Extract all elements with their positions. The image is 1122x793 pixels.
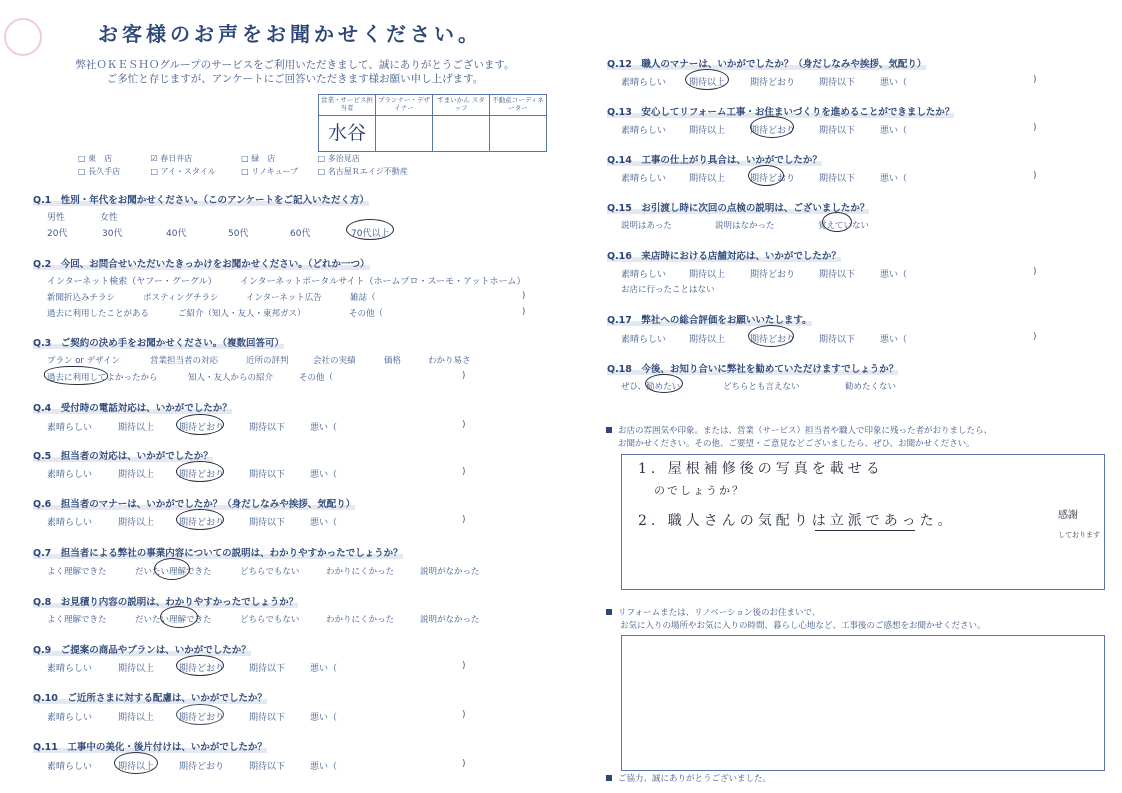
option[interactable]: 素晴らしい [621, 335, 667, 345]
answer-circle [176, 414, 224, 435]
option[interactable]: 期待以下 [819, 78, 856, 88]
question-title: Q.6 担当者のマナーは、いかがでしたか？（身だしなみや挨拶、気配り） [33, 499, 356, 510]
question-title: Q.2 今回、お問合せいただいたきっかけをお聞かせください。（どれか一つ） [33, 259, 370, 270]
option[interactable]: 近所の評判 [246, 356, 289, 366]
answer-circle [685, 69, 729, 90]
answer-circle [748, 325, 794, 347]
option[interactable]: 素晴らしい [621, 126, 667, 136]
question-title: Q.5 担当者の対応は、いかがでしたか？ [33, 451, 213, 462]
option[interactable]: わかりにくかった [326, 567, 395, 577]
store-option[interactable]: □ 名古屋Ｒエイジ不動産 [317, 167, 408, 176]
option[interactable]: 期待以下 [249, 762, 286, 772]
option: ) [462, 420, 466, 430]
option[interactable]: わかりにくかった [326, 615, 395, 625]
page-title: お客様のお声をお聞かせください。 [98, 22, 482, 46]
answer-circle [645, 374, 683, 393]
option[interactable]: 素晴らしい [47, 518, 93, 528]
option[interactable]: 説明がなかった [420, 615, 480, 625]
option[interactable]: 期待どおり [179, 518, 225, 528]
option[interactable]: 期待以下 [819, 270, 856, 280]
option[interactable]: インターネット検索（ヤフー・グーグル） [47, 277, 217, 287]
option[interactable]: プラン or デザイン [47, 356, 121, 366]
option: ) [1033, 123, 1037, 133]
option: ) [462, 371, 466, 381]
staff-header: 営業・サービス担当者 [319, 95, 376, 116]
prompt-line: お気に入りの場所やお気に入りの時間、暮らし心地など、工事後のご感想をお聞かせください。 [620, 621, 986, 631]
comment-box-2[interactable] [621, 635, 1105, 771]
question-title: Q.14 工事の仕上がり具合は、いかがでしたか？ [607, 155, 822, 166]
answer-circle [154, 558, 190, 580]
store-option[interactable]: ☑ 春日井店 [150, 154, 193, 163]
option[interactable]: 期待以上 [689, 126, 726, 136]
option[interactable]: 期待以下 [249, 470, 286, 480]
option[interactable]: 期待以上 [689, 78, 726, 88]
question-title: Q.3 ご契約の決め手をお聞かせください。（複数回答可） [33, 338, 285, 349]
option-row [0, 354, 560, 366]
option[interactable]: 素晴らしい [47, 713, 93, 723]
option[interactable]: 素晴らしい [621, 174, 667, 184]
question-title: Q.4 受付時の電話対応は、いかがでしたか？ [33, 403, 232, 414]
question-title: Q.12 職人のマナーは、いかがでしたか？（身だしなみや挨拶、気配り） [607, 59, 927, 70]
prompt-line: リフォームまたは、リノベーション後のお住まいで、 [606, 607, 986, 620]
option[interactable]: 悪い（ [880, 335, 908, 345]
option: ) [462, 515, 466, 525]
option[interactable]: 説明はあった [621, 221, 672, 231]
option[interactable]: ぜひ、勧めたい [621, 382, 681, 392]
option[interactable]: ご紹介（知人・友人・東邦ガス） [178, 309, 306, 319]
answer-circle [822, 212, 852, 232]
option[interactable]: 悪い（ [880, 126, 908, 136]
square-bullet-icon [606, 427, 612, 433]
handwritten-underline [815, 530, 915, 531]
prompt-line: お聞かせください。その他、ご要望・ご意見などございましたら、ぜひ、お聞かせください。 [618, 439, 975, 449]
option-row [0, 380, 1122, 392]
option[interactable]: 40代 [166, 229, 187, 239]
answer-circle [176, 704, 224, 725]
option[interactable]: 会社の実績 [313, 356, 356, 366]
option[interactable]: 70代以上 [351, 229, 390, 239]
intro-line: ご多忙と存じますが、アンケートにご回答いただきます様お願い申し上げます。 [106, 73, 484, 85]
option[interactable]: 悪い（ [310, 518, 338, 528]
option[interactable]: 期待以上 [118, 664, 155, 674]
option[interactable]: 悪い（ [310, 713, 338, 723]
option[interactable]: 過去に利用してよかったから [47, 373, 158, 383]
option[interactable]: 期待どおり [750, 270, 796, 280]
option[interactable]: どちらとも言えない [723, 382, 800, 392]
option[interactable]: 新聞折込みチラシ [47, 293, 116, 303]
option-row [0, 710, 560, 722]
answer-circle [750, 116, 794, 138]
square-bullet-icon [606, 609, 612, 615]
option[interactable]: 勧めたくない [845, 382, 897, 392]
option[interactable]: わかり易さ [428, 356, 471, 366]
answer-circle [114, 752, 158, 774]
option[interactable]: 素晴らしい [621, 270, 667, 280]
store-option[interactable]: □ アイ・スタイル [150, 167, 216, 176]
option[interactable]: その他（ [299, 373, 334, 383]
square-bullet-icon [606, 775, 612, 781]
option[interactable]: 期待どおり [179, 423, 225, 433]
option[interactable]: どちらでもない [240, 615, 300, 625]
option-row [0, 661, 560, 673]
option[interactable]: 期待どおり [179, 713, 225, 723]
store-option[interactable]: □ 長久手店 [78, 167, 121, 176]
option[interactable]: 期待どおり [179, 470, 225, 480]
answer-circle [176, 655, 224, 676]
option[interactable]: よく理解できた [47, 615, 107, 625]
option[interactable]: 期待以下 [249, 518, 286, 528]
question-title: Q.7 担当者による弊社の事業内容についての説明は、わかりやすかったでしょうか？ [33, 548, 403, 559]
option[interactable]: 営業担当者の対応 [150, 356, 219, 366]
option[interactable]: 悪い（ [310, 423, 338, 433]
option[interactable]: 期待以上 [689, 174, 726, 184]
option[interactable]: インターネットポータルサイト（ホームプロ・スーモ・アットホーム） [240, 277, 526, 287]
option[interactable]: 期待以下 [819, 174, 856, 184]
handwritten-comment: 2. 職人さんの気配りは立派であった。 [638, 513, 956, 529]
answer-circle [176, 509, 224, 530]
option-row [0, 307, 560, 319]
option: ) [462, 467, 466, 477]
option[interactable]: 50代 [228, 229, 249, 239]
option[interactable]: 期待以上 [689, 270, 726, 280]
option: ) [522, 307, 526, 317]
option[interactable]: 期待どおり [179, 664, 225, 674]
option-row [0, 267, 1122, 279]
option[interactable]: 女性 [100, 213, 119, 223]
option[interactable]: 説明がなかった [420, 567, 480, 577]
question-title: Q.1 性別・年代をお聞かせください。（このアンケートをご記入いただく方） [33, 195, 369, 206]
option[interactable]: 期待以上 [689, 335, 726, 345]
comment-prompt [606, 607, 986, 633]
prompt-line: お店の雰囲気や印象。または、営業（サービス）担当者や職人で印象に残った者がおりましたら、 [606, 425, 992, 438]
option[interactable]: 期待どおり [750, 126, 796, 136]
option[interactable]: 期待以上 [118, 762, 155, 772]
option[interactable]: 悪い（ [310, 664, 338, 674]
question-title: Q.10 ご近所さまに対する配慮は、いかがでしたか？ [33, 693, 267, 704]
option: ) [1033, 171, 1037, 181]
answer-circle [748, 165, 784, 186]
question-title: Q.18 今後、お知り合いに弊社を勧めていただけますでしょうか？ [607, 364, 899, 375]
option-row [0, 283, 1122, 295]
option[interactable]: 期待どおり [179, 762, 225, 772]
option[interactable]: 素晴らしい [47, 423, 93, 433]
store-option[interactable]: □ 東 店 [78, 154, 113, 163]
staff-header: すまいかん スタッフ [433, 95, 490, 116]
option[interactable]: 期待以上 [118, 423, 155, 433]
option[interactable]: 男性 [47, 213, 66, 223]
option[interactable]: 期待どおり [750, 335, 796, 345]
comment-prompt [606, 425, 992, 451]
option[interactable]: ポスティングチラシ [143, 293, 219, 303]
staff-header: プランナー・デザイナー [376, 95, 433, 116]
option[interactable]: インターネット広告 [246, 293, 322, 303]
option[interactable]: 知人・友人からの紹介 [188, 373, 274, 383]
question-title: Q.8 お見積り内容の説明は、わかりやすかったでしょうか？ [33, 597, 299, 608]
option-row [0, 75, 1122, 87]
option-row [0, 420, 560, 432]
option: ) [462, 710, 466, 720]
option: ) [462, 759, 466, 769]
option[interactable]: 期待以上 [118, 470, 155, 480]
option[interactable]: 期待以下 [249, 423, 286, 433]
option[interactable]: 期待以下 [819, 126, 856, 136]
option[interactable]: どちらでもない [240, 567, 300, 577]
option[interactable]: 期待以下 [249, 664, 286, 674]
question-title: Q.16 来店時における店舗対応は、いかがでしたか？ [607, 251, 841, 262]
option-row [0, 565, 560, 577]
option[interactable]: よく理解できた [47, 567, 107, 577]
option-row [0, 515, 560, 527]
option[interactable]: 期待以下 [819, 335, 856, 345]
handwritten-comment: 感謝 [1058, 510, 1078, 521]
option[interactable]: 期待どおり [750, 78, 796, 88]
answer-circle [176, 461, 224, 482]
option: ) [1033, 75, 1037, 85]
option[interactable]: だいたい理解できた [135, 615, 212, 625]
option-row [0, 123, 1122, 135]
question-title: Q.15 お引渡し時に次回の点検の説明は、ございましたか？ [607, 203, 870, 214]
closing-message: ご協力、誠にありがとうございました。 [606, 772, 771, 784]
staff-name-cell[interactable]: 水谷 [319, 116, 376, 152]
option: ) [462, 661, 466, 671]
option[interactable]: 説明はなかった [715, 221, 775, 231]
intro-line: 弊社ＯＫＥＳＨＯグループのサービスをご利用いただきまして、誠にありがとうございます。 [75, 59, 515, 71]
option[interactable]: お店に行ったことはない [621, 285, 715, 295]
red-stamp-mark [4, 18, 42, 56]
option[interactable]: 素晴らしい [47, 762, 93, 772]
option: ) [1033, 332, 1037, 342]
option[interactable]: 期待どおり [750, 174, 796, 184]
option[interactable]: 雑誌（ [350, 293, 376, 303]
option[interactable]: 期待以上 [118, 713, 155, 723]
handwritten-comment: のでしょうか？ [654, 484, 745, 497]
store-option[interactable]: □ 緑 店 [241, 154, 276, 163]
option[interactable]: 悪い（ [880, 174, 908, 184]
store-option[interactable]: □ 多治見店 [317, 154, 360, 163]
option[interactable]: その他（ [349, 309, 384, 319]
handwritten-comment: しております [1058, 531, 1100, 539]
option[interactable]: 悪い（ [310, 470, 338, 480]
option[interactable]: 期待以上 [118, 518, 155, 528]
option[interactable]: 素晴らしい [47, 664, 93, 674]
option[interactable]: 素晴らしい [47, 470, 93, 480]
option: ) [522, 291, 526, 301]
option[interactable]: 60代 [290, 229, 311, 239]
staff-header: 不動産コーディネーター [490, 95, 547, 116]
option[interactable]: 過去に利用したことがある [47, 309, 150, 319]
option[interactable]: 素晴らしい [621, 78, 667, 88]
option[interactable]: 30代 [102, 229, 123, 239]
option: ) [1033, 267, 1037, 277]
option[interactable]: 悪い（ [880, 78, 908, 88]
option[interactable]: 覚えていない [818, 221, 870, 231]
question-title: Q.13 安心してリフォーム工事・お住まいづくりを進めることができましたか？ [607, 107, 955, 118]
question-title: Q.17 弊社への総合評価をお願いいたします。 [607, 315, 812, 326]
option-row [0, 613, 560, 625]
question-title: Q.9 ご提案の商品やプランは、いかがでしたか？ [33, 645, 251, 656]
option-row [0, 759, 560, 771]
store-row [78, 152, 418, 165]
answer-circle [160, 606, 198, 628]
option-row [0, 219, 1122, 231]
option-row [0, 171, 1122, 183]
option[interactable]: 20代 [47, 229, 68, 239]
option[interactable]: 悪い（ [310, 762, 338, 772]
handwritten-comment: 1. 屋根補修後の写真を載せる [638, 461, 884, 477]
option-row [0, 332, 1122, 344]
option-row [0, 467, 560, 479]
option[interactable]: 価格 [384, 356, 402, 366]
option[interactable]: 期待以下 [249, 713, 286, 723]
question-title: Q.11 工事中の美化・後片付けは、いかがでしたか？ [33, 742, 267, 753]
option[interactable]: 悪い（ [880, 270, 908, 280]
store-option[interactable]: □ リノキューブ [241, 167, 299, 176]
option[interactable]: だいたい理解できた [135, 567, 212, 577]
